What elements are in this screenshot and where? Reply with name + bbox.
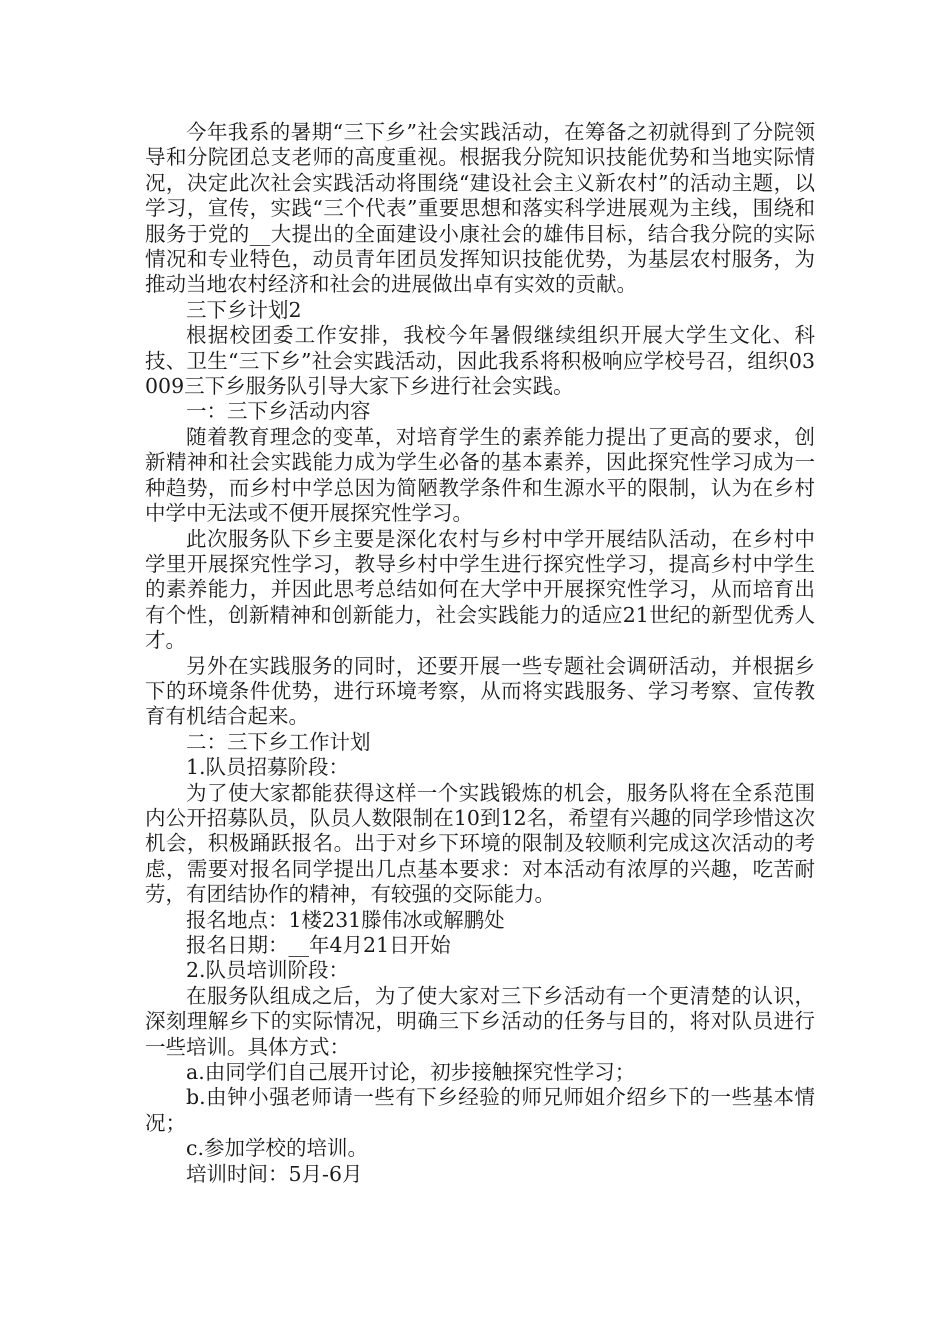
registration-location: 报名地点：1楼231滕伟冰或解鹏处 [186,907,505,932]
training-item-c: c.参加学校的培训。 [186,1136,368,1161]
heading-training-stage: 2.队员培训阶段： [186,958,350,983]
paragraph-service-team-goal: 此次服务队下乡主要是深化农村与乡村中学开展结队活动，在乡村中学里开展探究性学习，教导乡村中学生进行探究性学习，提高乡村中学生的素养能力，并因此思考总结如何在大学中开展探究性学习，从而培育出有个性，创新精神和创新能力，社会实践能力的适应21世纪的新型优秀人才。 [145,526,815,653]
section-title-plan-2: 三下乡计划2 [186,297,302,322]
training-item-a: a.由同学们自己展开讨论，初步接触探究性学习； [186,1060,636,1085]
paragraph-background: 根据校团委工作安排，我校今年暑假继续组织开展大学生文化、科技、卫生“三下乡”社会实践活动，因此我系将积极响应学校号召，组织03009三下乡服务队引导大家下乡进行社会实践。 [145,323,815,399]
paragraph-training: 在服务队组成之后，为了使大家对三下乡活动有一个更清楚的认识，深刻理解乡下的实际情况，明确三下乡活动的任务与目的，将对队员进行一些培训。具体方式： [145,983,815,1059]
heading-recruitment-stage: 1.队员招募阶段： [186,755,350,780]
paragraph-recruitment: 为了使大家都能获得这样一个实践锻炼的机会，服务队将在全系范围内公开招募队员，队员人数限制在10到12名，希望有兴趣的同学珍惜这次机会，积极踊跃报名。出于对乡下环境的限制及较顺利完成这次活动的考虑，需要对报名同学提出几点基本要求：对本活动有浓厚的兴趣，吃苦耐劳，有团结协作的精神，有较强的交际能力。 [145,780,815,907]
paragraph-intro: 今年我系的暑期“三下乡”社会实践活动，在筹备之初就得到了分院领导和分院团总支老师的高度重视。根据我分院知识技能优势和当地实际情况，决定此次社会实践活动将围绕“建设社会主义新农村”的活动主题，以学习，宣传，实践“三个代表”重要思想和落实科学进展观为主线，围绕和服务于党的__大提出的全面建设小康社会的雄伟目标，结合我分院的实际情况和专业特色，动员青年团员发挥知识技能优势，为基层农村服务，为推动当地农村经济和社会的进展做出卓有实效的贡献。 [145,120,815,297]
training-item-b: b.由钟小强老师请一些有下乡经验的师兄师姐介绍乡下的一些基本情况； [145,1085,815,1135]
paragraph-social-research: 另外在实践服务的同时，还要开展一些专题社会调研活动，并根据乡下的环境条件优势，进行环境考察，从而将实践服务、学习考察、宣传教育有机结合起来。 [145,653,815,729]
document-body [145,120,815,1187]
heading-activity-content: 一：三下乡活动内容 [186,399,371,424]
registration-date: 报名日期：__年4月21日开始 [186,933,451,957]
training-time: 培训时间：5月-6月 [186,1161,363,1186]
paragraph-education-reform: 随着教育理念的变革，对培育学生的素养能力提出了更高的要求，创新精神和社会实践能力成为学生必备的基本素养，因此探究性学习成为一种趋势，而乡村中学总因为简陋教学条件和生源水平的限制，认为在乡村中学中无法或不便开展探究性学习。 [145,424,815,526]
heading-work-plan: 二：三下乡工作计划 [186,729,371,754]
